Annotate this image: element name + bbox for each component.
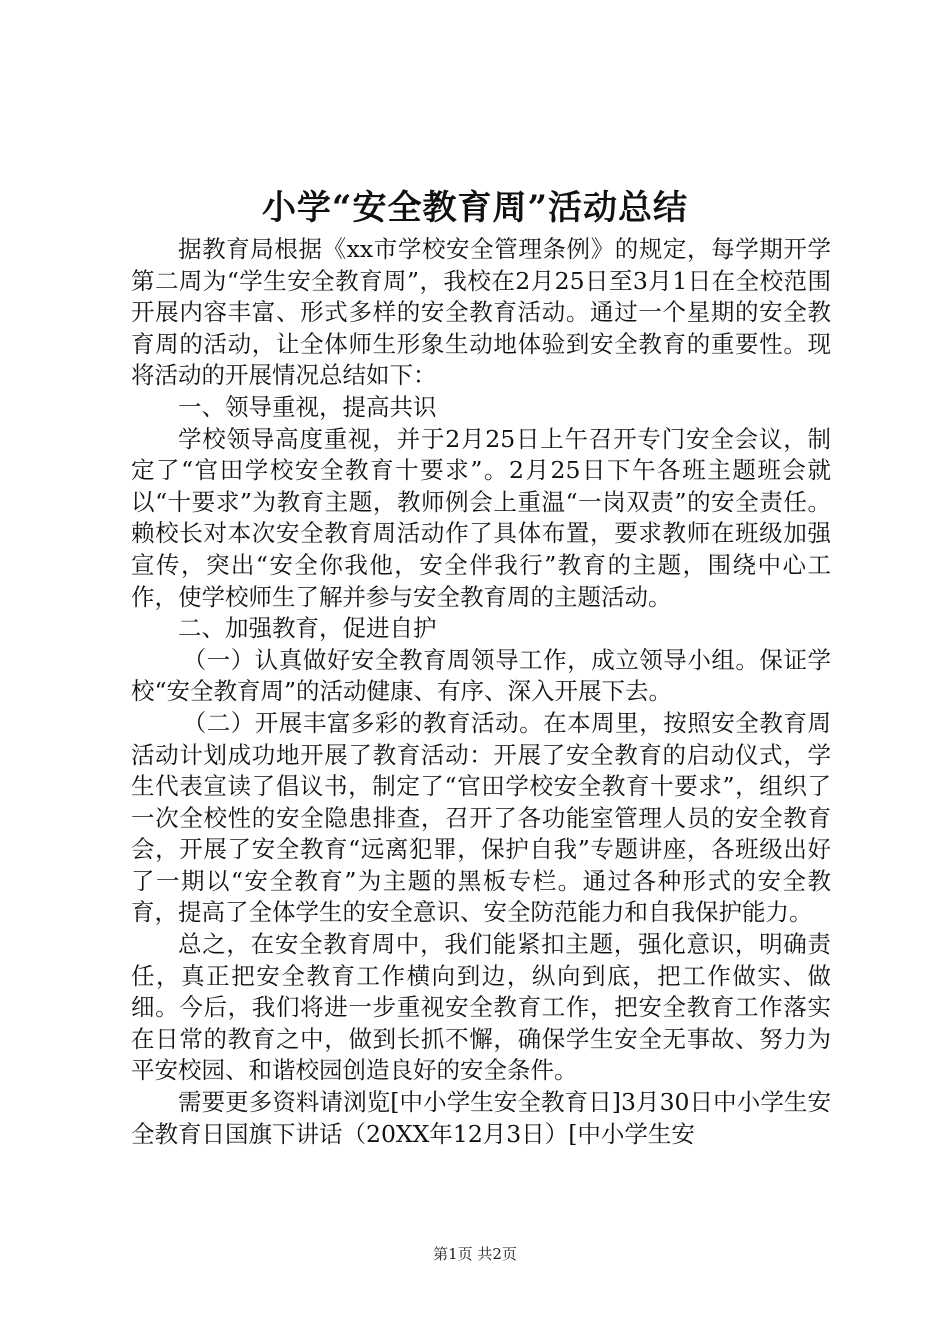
page-footer: 第1页 共2页 <box>433 1245 517 1263</box>
paragraph-leadership: 学校领导高度重视，并于2月25日上午召开专门安全会议，制定了“官田学校安全教育十要求”。2月25日下午各班主题班会就以“十要求”为教育主题，教师例会上重温“一岗双责”的安全责任。赖校长对本次安全教育周活动作了具体布置，要求教师在班级加强宣传，突出“安全你我他，安全伴我行”教育的主题，围绕中心工作，使学校师生了解并参与安全教育周的主题活动。 <box>131 424 831 611</box>
document-body <box>131 234 831 1150</box>
paragraph-intro: 据教育局根据《xx市学校安全管理条例》的规定，每学期开学第二周为“学生安全教育周”，我校在2月25日至3月1日在全校范围开展内容丰富、形式多样的安全教育活动。通过一个星期的安全教育周的活动，让全体师生形象生动地体验到安全教育的重要性。现将活动的开展情况总结如下： <box>131 235 831 390</box>
section-heading-2: 二、加强教育，促进自护 <box>178 614 437 643</box>
section-heading-1: 一、领导重视，提高共识 <box>178 392 437 421</box>
paragraph-item-2: （二）开展丰富多彩的教育活动。在本周里，按照安全教育周活动计划成功地开展了教育活动：开展了安全教育的启动仪式，学生代表宣读了倡议书，制定了“官田学校安全教育十要求”，组织了一次全校性的安全隐患排查，召开了各功能室管理人员的安全教育会，开展了安全教育“远离犯罪，保护自我”专题讲座，各班级出好了一期以“安全教育”为主题的黑板专栏。通过各种形式的安全教育，提高了全体学生的安全意识、安全防范能力和自我保护能力。 <box>131 708 831 927</box>
paragraph-more-info: 需要更多资料请浏览[中小学生安全教育日]3月30日中小学生安全教育日国旗下讲话（20XX年12月3日）[中小学生安 <box>131 1088 831 1148</box>
paragraph-summary: 总之，在安全教育周中，我们能紧扣主题，强化意识，明确责任，真正把安全教育工作横向到边，纵向到底，把工作做实、做细。今后，我们将进一步重视安全教育工作，把安全教育工作落实在日常的教育之中，做到长抓不懈，确保学生安全无事故、努力为平安校园、和谐校园创造良好的安全条件。 <box>131 930 831 1085</box>
paragraph-item-1: （一）认真做好安全教育周领导工作，成立领导小组。保证学校“安全教育周”的活动健康、有序、深入开展下去。 <box>131 645 831 706</box>
document-title: 小学“安全教育周”活动总结 <box>261 188 689 228</box>
